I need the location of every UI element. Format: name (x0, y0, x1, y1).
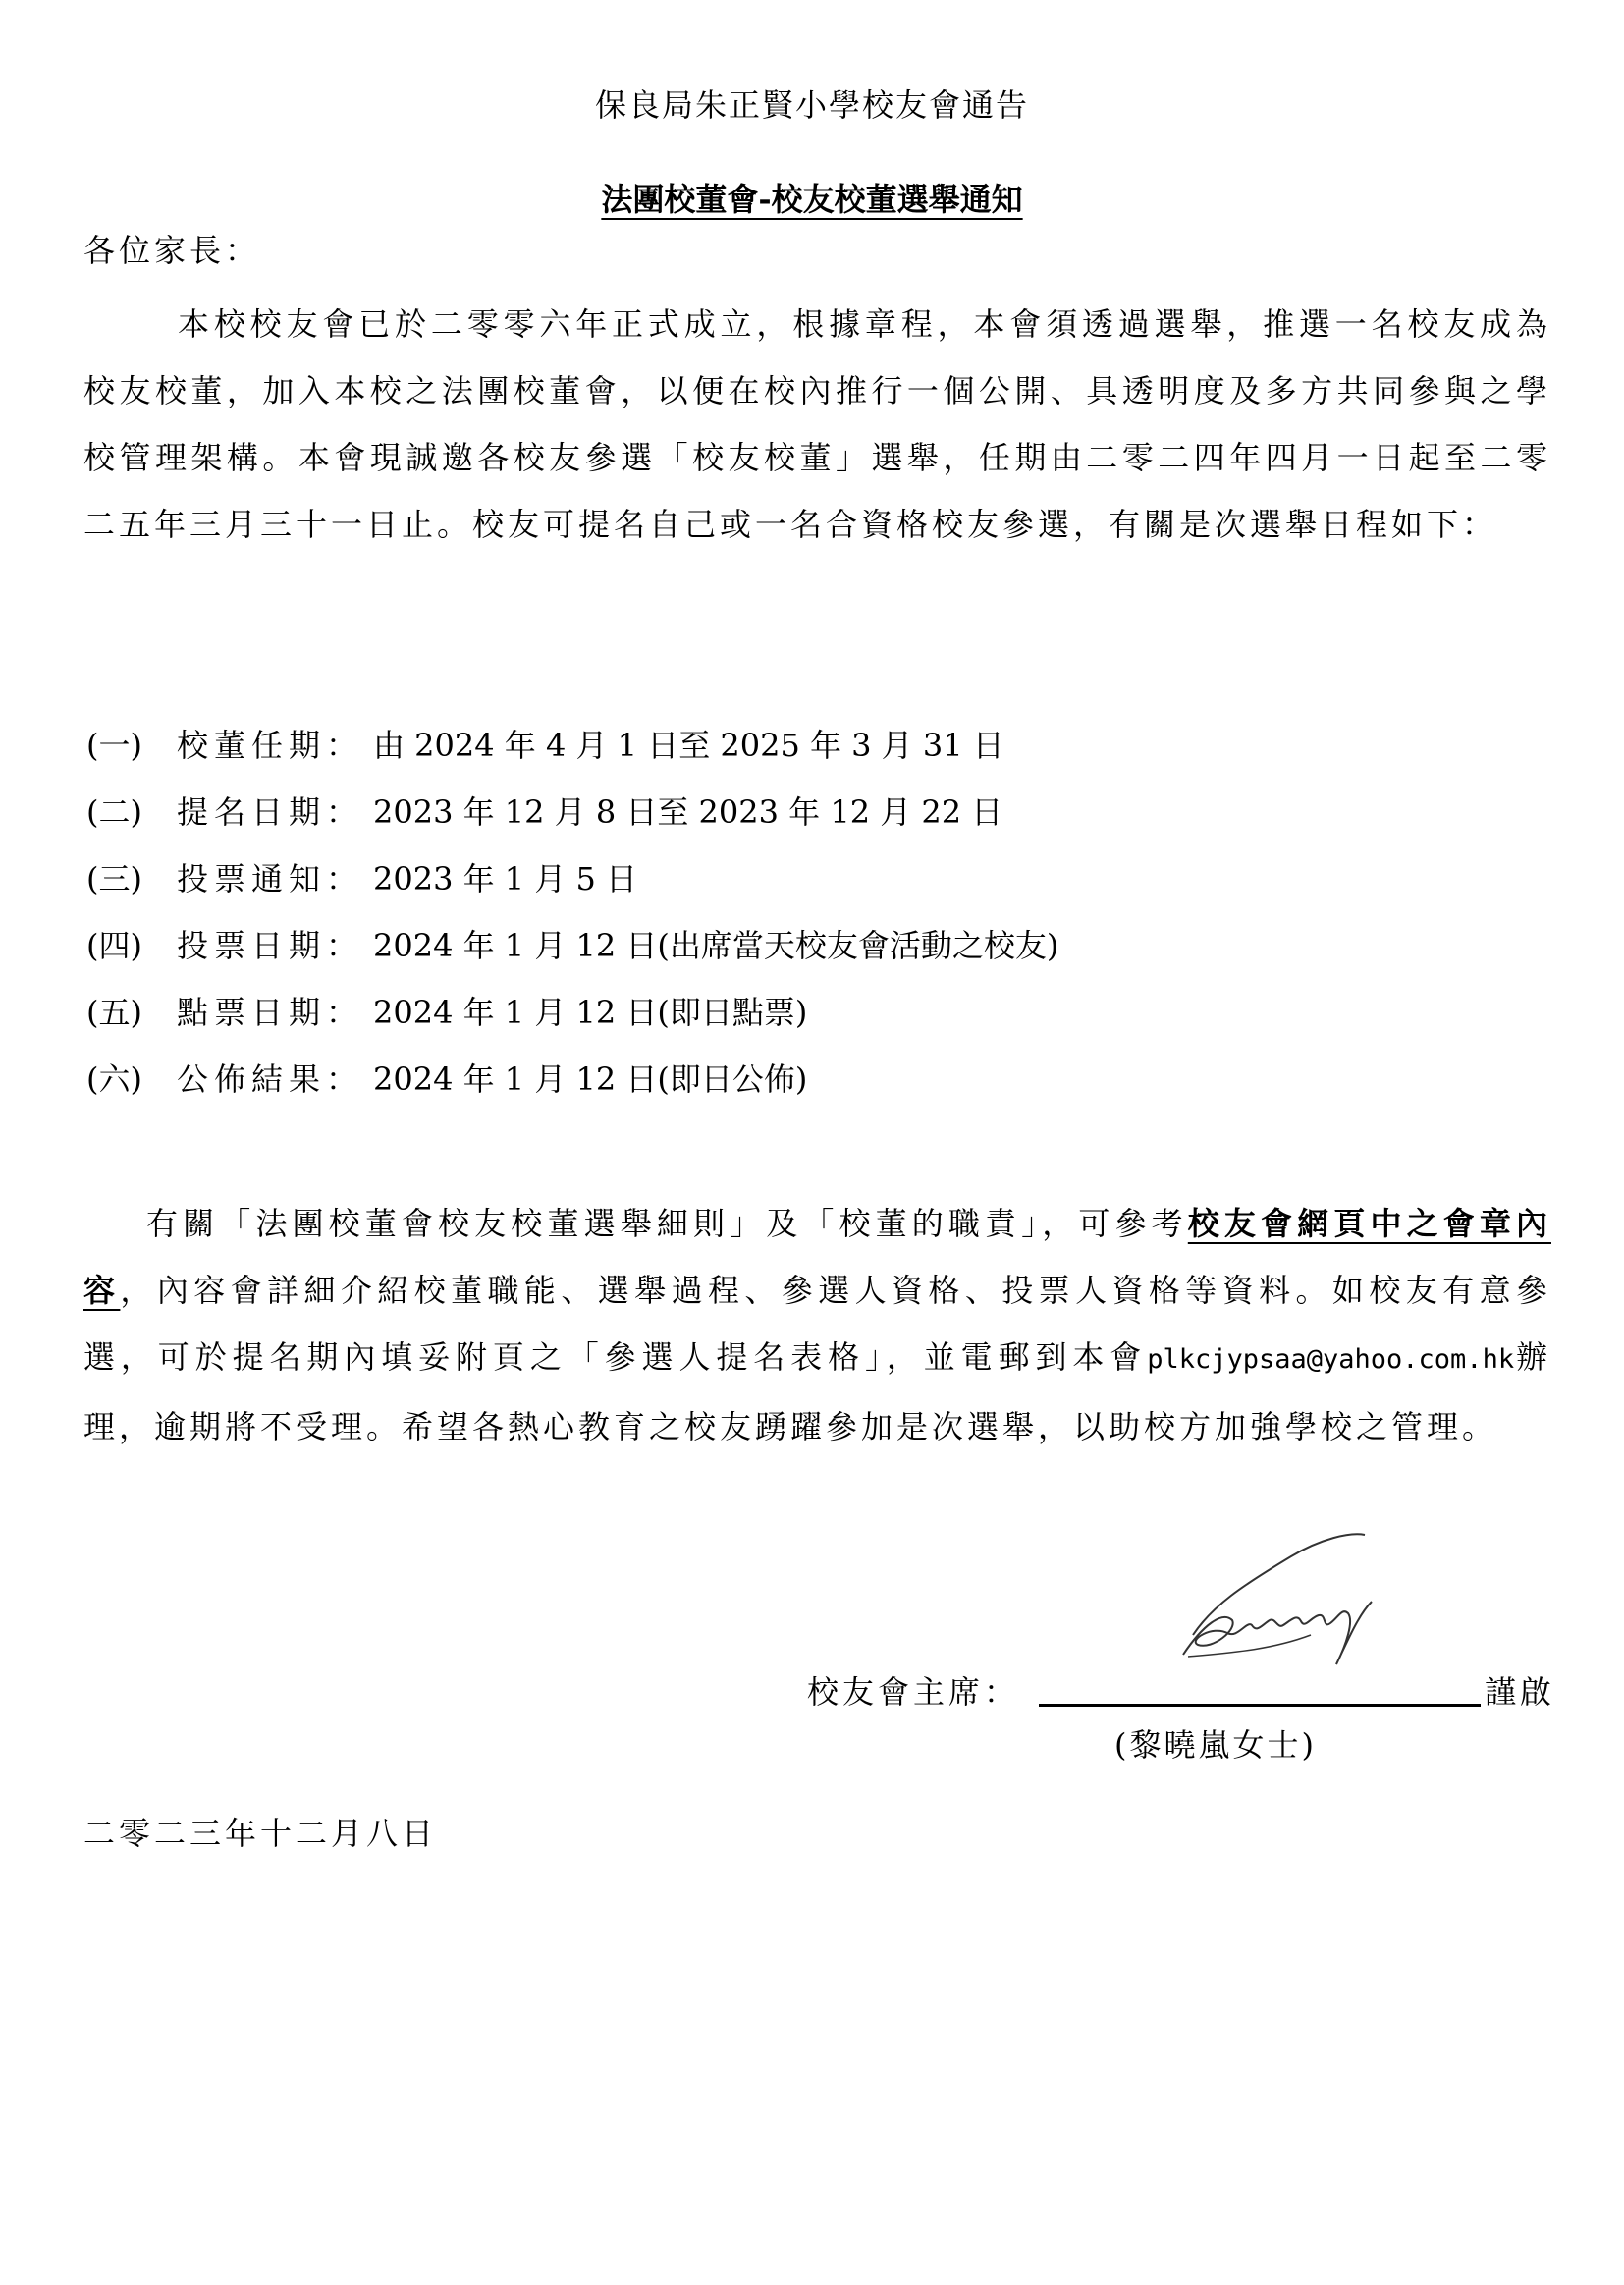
schedule-value: 2024 年 1 月 12 日(出席當天校友會活動之校友) (373, 927, 1059, 964)
chair-name: (黎曉嵐女士) (1114, 1726, 1317, 1764)
intro-paragraph: 本校校友會已於二零零六年正式成立，根據章程，本會須透過選舉，推選一名校友成為校友校董，加入本校之法團校董會，以便在校內推行一個公開、具透明度及多方共同參與之學校管理架構。本會現誠邀各校友參選「校友校董」選舉，任期由二零二四年四月一日起至二零二五年三月三十一日止。校友可提名自己或一名合資格校友參選，有關是次選舉日程如下： (83, 305, 1551, 543)
schedule-value: 2023 年 12 月 8 日至 2023 年 12 月 22 日 (373, 793, 1003, 831)
schedule-value: 2023 年 1 月 5 日 (373, 860, 638, 898)
schedule-label: 投票通知： (177, 860, 364, 898)
schedule-value: 由 2024 年 4 月 1 日至 2025 年 3 月 31 日 (373, 727, 1004, 764)
signature-line (1039, 1704, 1481, 1707)
notice-title (0, 175, 1624, 220)
schedule-label: 投票日期： (177, 927, 364, 964)
schedule-row (86, 788, 1058, 854)
constitution-reference: 校友會網頁中之會章內容 (83, 1205, 1551, 1309)
contact-email: plkcjypsaa@yahoo.com.hk (1147, 1344, 1515, 1375)
schedule-number: (四) (86, 927, 142, 964)
schedule-label: 點票日期： (177, 994, 364, 1031)
schedule-label: 公佈結果： (177, 1061, 364, 1098)
schedule-row (86, 988, 1058, 1055)
schedule-value: 2024 年 1 月 12 日(即日點票) (373, 994, 808, 1031)
schedule-number: (三) (86, 860, 142, 898)
school-header-title: 保良局朱正賢小學校友會通告 (594, 86, 1029, 124)
schedule-row (86, 1055, 1058, 1121)
schedule-label: 提名日期： (177, 793, 364, 831)
details-text-2: ，內容會詳細介紹校董職能、選舉過程、參選人資格、投票人資格等資料。如校友有意參選，可於提名期內填妥附頁之「參選人提名表格」，並電郵到本會 (83, 1272, 1551, 1376)
notice-title-text: 法團校董會-校友校董選舉通知 (601, 181, 1023, 218)
details-text-3: 辦理，逾期將不受理。希望各熱心教育之校友踴躍參加是次選舉，以助校方加強學校之管理。 (83, 1338, 1551, 1445)
schedule-row (86, 721, 1058, 788)
schedule-number: (五) (86, 994, 142, 1031)
schedule-number: (二) (86, 793, 142, 831)
handwritten-signature (1154, 1527, 1409, 1684)
salutation: 各位家長： (83, 232, 261, 269)
closing-word: 謹啟 (1485, 1673, 1556, 1711)
notice-date: 二零二三年十二月八日 (83, 1815, 438, 1852)
schedule-row (86, 854, 1058, 921)
details-text-1: 有關「法團校董會校友校董選舉細則」及「校董的職責」，可參考 (146, 1205, 1188, 1242)
chair-label: 校友會主席： (807, 1673, 1020, 1711)
schedule-row (86, 921, 1058, 988)
schedule-value: 2024 年 1 月 12 日(即日公佈) (373, 1061, 808, 1098)
schedule-number: (一) (86, 727, 142, 764)
details-paragraph (83, 1190, 1551, 1460)
schedule-label: 校董任期： (177, 727, 364, 764)
election-schedule (86, 721, 1058, 1121)
schedule-number: (六) (86, 1061, 142, 1098)
